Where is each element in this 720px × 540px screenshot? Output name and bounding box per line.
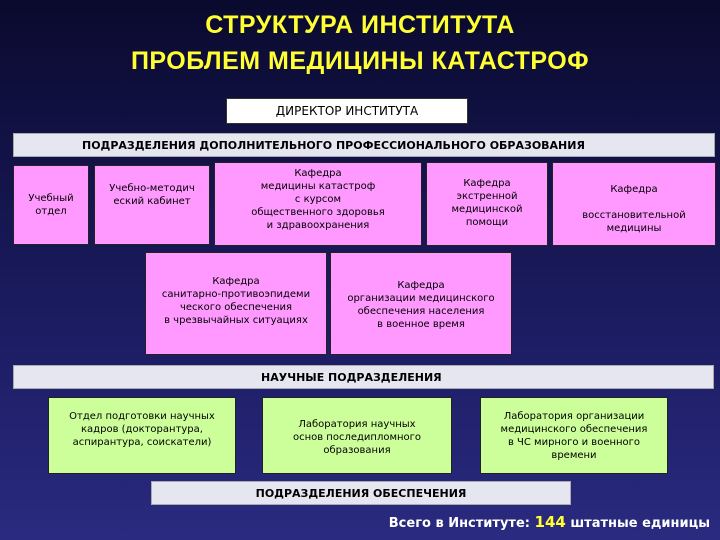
director-box: ДИРЕКТОР ИНСТИТУТА — [226, 98, 468, 124]
education-unit-label: Кафедра восстановительной медицины — [582, 184, 686, 234]
science-section-header: НАУЧНЫЕ ПОДРАЗДЕЛЕНИЯ — [13, 365, 714, 389]
science-unit-label: Лаборатория научных основ последипломного образования — [292, 419, 422, 456]
education-section-header: ПОДРАЗДЕЛЕНИЯ ДОПОЛНИТЕЛЬНОГО ПРОФЕССИОНАЛЬНОГО ОБРАЗОВАНИЯ — [13, 133, 715, 157]
education-unit-label: Кафедра медицины катастроф с курсом общественного здоровья и здравоохранения — [251, 168, 385, 231]
title-line-2: ПРОБЛЕМ МЕДИЦИНЫ КАТАСТРОФ — [130, 47, 590, 75]
science-unit-label: Отдел подготовки научных кадров (докторантура, аспирантура, соискатели) — [69, 411, 215, 448]
education-unit-label: Кафедра санитарно-противоэпидеми ческого обеспечения в чрезвычайных ситуациях — [161, 276, 311, 326]
education-unit-sanitary-epidemiology-dept — [145, 252, 327, 355]
education-unit-emergency-care-dept — [426, 162, 548, 246]
education-unit-military-medical-support-dept — [330, 252, 512, 355]
education-unit-rehabilitation-dept — [552, 162, 716, 246]
education-unit-label: Кафедра организации медицинского обеспечения населения в военное время — [347, 280, 495, 330]
science-unit-label: Лаборатория организации медицинского обеспечения в ЧС мирного и военного времени — [500, 411, 648, 461]
education-unit-study-dept — [13, 165, 89, 245]
education-unit-label: Кафедра экстренной медицинской помощи — [451, 178, 523, 228]
support-section-header: ПОДРАЗДЕЛЕНИЯ ОБЕСПЕЧЕНИЯ — [151, 481, 571, 505]
staff-total — [389, 512, 710, 534]
education-unit-methodology-office — [94, 165, 210, 245]
education-unit-label: Учебно-методич еский кабинет — [109, 183, 195, 207]
title-line-1: СТРУКТУРА ИНСТИТУТА — [205, 11, 515, 39]
staff-total-prefix: Всего в Институте: — [388, 516, 530, 531]
staff-total-count: 144 — [534, 513, 566, 531]
science-unit-postgraduate-lab — [262, 397, 452, 474]
science-unit-personnel-training — [48, 397, 236, 474]
science-unit-medical-support-lab — [480, 397, 668, 474]
education-unit-disaster-medicine-dept — [214, 162, 422, 246]
staff-total-suffix: штатные единицы — [570, 516, 710, 531]
education-unit-label: Учебный отдел — [28, 193, 74, 217]
